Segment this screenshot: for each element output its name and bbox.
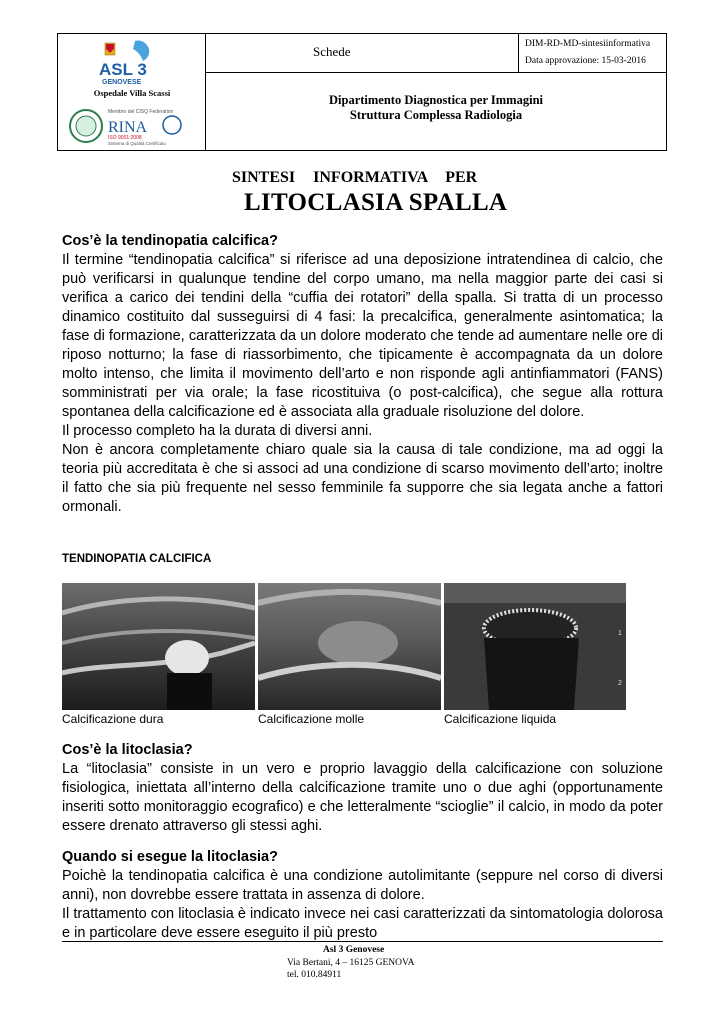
svg-text:ISO 9001:2008: ISO 9001:2008 bbox=[108, 135, 142, 141]
document-code-cell bbox=[518, 34, 666, 73]
footer-address: Via Bertani, 4 – 16125 GENOVA bbox=[287, 957, 415, 968]
svg-text:Membro del CISQ Federation: Membro del CISQ Federation bbox=[108, 109, 174, 115]
paragraph: Il termine “tendinopatia calcifica” si riferisce ad una deposizione intratendinea di calcio, che può verificarsi in qualunque tendine del corpo umano, ma nella maggior parte dei casi si verifica a carico dei tendini della “cuffia dei rotatori” della spalla. Si tratta di un processo dinamico costituito dal susseguirsi di 4 fasi: la precalcifica, generalmente asintomatica; la fase di formazione, caratterizzata da un dolore moderato che tende ad aumentare nelle ore di riposo notturno; la fase di riassorbimento, che tipicamente è accompagnata da un dolore molto intenso, che limita il movimento dell’arto e non risponde agli antinfiammatori (FANS) somministrati per via orale; la fase ricostituiva (o post-calcifica), che segue alla rottura spontanea della calcificazione ed è associata alla graduale risoluzione del dolore. bbox=[62, 252, 663, 420]
paragraph: Il processo completo ha la durata di diversi anni. bbox=[62, 423, 373, 439]
ultrasound-image-liquid bbox=[444, 583, 626, 710]
svg-text:RINA: RINA bbox=[108, 119, 148, 136]
structure-name: Struttura Complessa Radiologia bbox=[349, 108, 523, 122]
caption-hard: Calcificazione dura bbox=[62, 712, 164, 726]
hospital-name: Ospedale Villa Scassi bbox=[93, 88, 171, 98]
document-code: DIM-RD-MD-sintesiinformativa bbox=[525, 39, 651, 49]
ultrasound-image-hard bbox=[62, 583, 255, 710]
svg-text:GENOVESE: GENOVESE bbox=[102, 79, 142, 86]
section-body-tendinopathy bbox=[62, 251, 663, 517]
document-header bbox=[57, 33, 667, 151]
section-body-lithoclasia bbox=[62, 760, 663, 836]
svg-text:Sistema di Qualità Certificato: Sistema di Qualità Certificato bbox=[108, 141, 167, 146]
footer bbox=[287, 944, 415, 982]
section-heading-when: Quando si esegue la litoclasia? bbox=[62, 849, 278, 865]
section-heading-lithoclasia: Cos’è la litoclasia? bbox=[62, 742, 193, 758]
paragraph: Il trattamento con litoclasia è indicato invece nei casi caratterizzati da sintomatologia dolorosa e in particolare deve essere eseguito il più presto bbox=[62, 906, 663, 941]
svg-text:ASL 3: ASL 3 bbox=[99, 60, 147, 79]
page-title: LITOCLASIA SPALLA bbox=[244, 189, 508, 216]
caption-liquid: Calcificazione liquida bbox=[444, 712, 557, 726]
svg-text:2: 2 bbox=[618, 680, 622, 687]
department-cell bbox=[206, 73, 666, 150]
paragraph: Non è ancora completamente chiaro quale sia la causa di tale condizione, ma ad oggi la teoria più accreditata è che si associ ad una condizione di scarso movimento dell’arto; inoltre il fatto che sia più frequente nel sesso femminile fa supporre che sia legata anche a fattori ormonali. bbox=[62, 442, 663, 515]
schede-label: Schede bbox=[206, 34, 518, 73]
caption-soft: Calcificazione molle bbox=[258, 712, 365, 726]
footer-org: Asl 3 Genovese bbox=[323, 945, 385, 955]
paragraph: La “litoclasia” consiste in un vero e proprio lavaggio della calcificazione con soluzione fisiologica, iniettata all’interno della calcificazione tramite uno o due aghi (opportunamente inseriti sotto monitoraggio ecografico) e che letteralmente “scioglie” il calcio, in modo da poter essere drenato attraverso gli stessi aghi. bbox=[62, 761, 663, 834]
approval-date: Data approvazione: 15-03-2016 bbox=[525, 56, 646, 66]
section-heading-tendinopathy: Cos’è la tendinopatia calcifica? bbox=[62, 233, 278, 249]
ultrasound-image-soft bbox=[258, 583, 441, 710]
svg-text:1: 1 bbox=[618, 630, 622, 637]
paragraph: Poichè la tendinopatia calcifica è una condizione autolimitante (seppure nel corso di diversi anni), non dovrebbe essere trattata in assenza di dolore. bbox=[62, 868, 663, 903]
footer-divider bbox=[62, 941, 663, 942]
section-body-when bbox=[62, 867, 663, 943]
asl3-logo bbox=[93, 37, 173, 87]
department-name: Dipartimento Diagnostica per Immagini bbox=[329, 93, 543, 107]
certification-logo bbox=[64, 104, 202, 148]
images-label: TENDINOPATIA CALCIFICA bbox=[62, 553, 212, 565]
footer-phone: tel. 010.84911 bbox=[287, 970, 342, 980]
logo-cell bbox=[58, 34, 206, 150]
title-line-1: SINTESI INFORMATIVA PER bbox=[232, 169, 478, 186]
